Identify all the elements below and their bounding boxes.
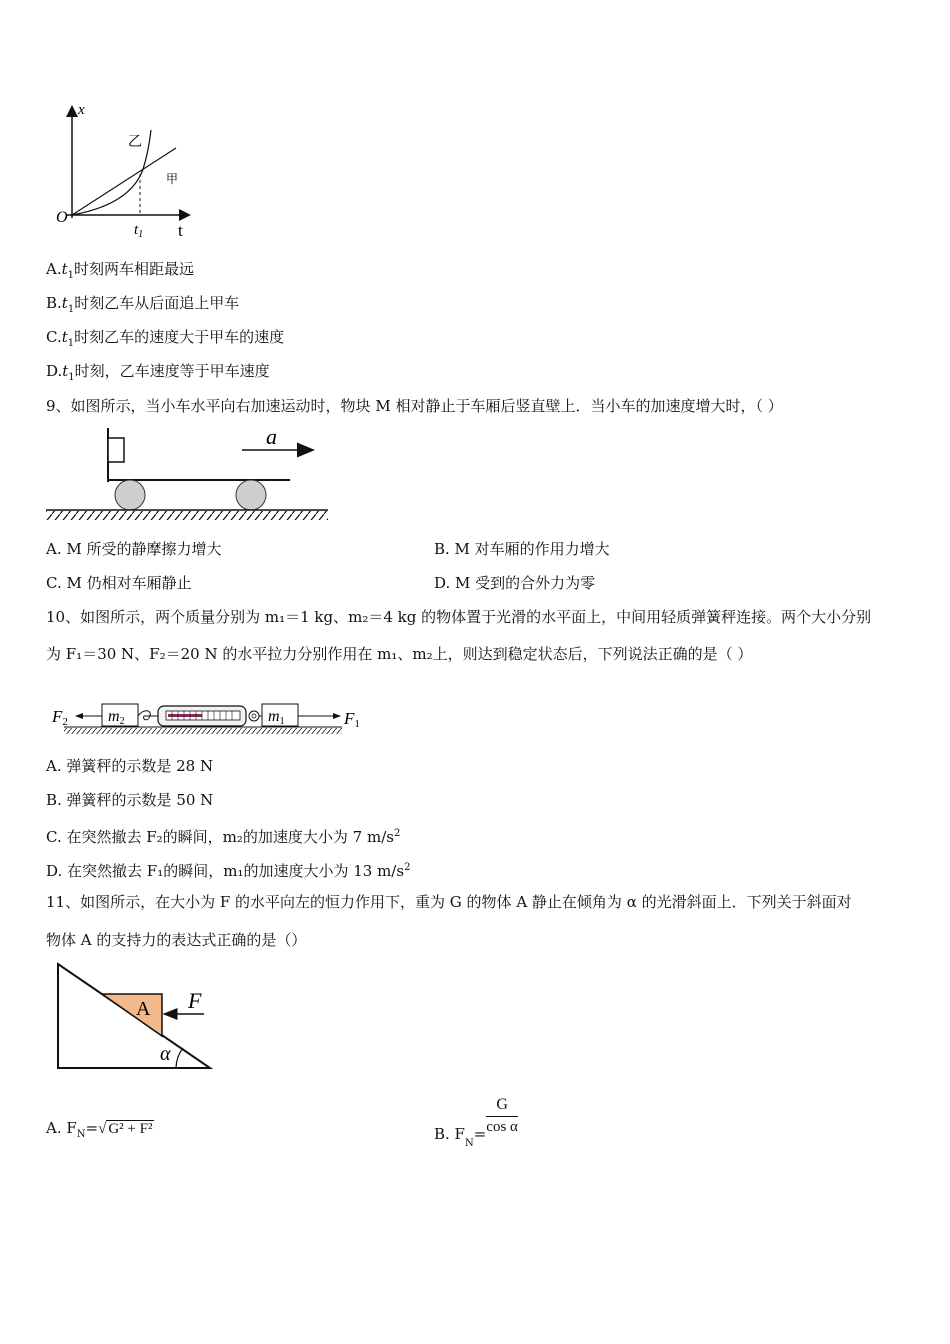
curve-yi-label: 乙: [128, 135, 142, 150]
cart-figure: [44, 424, 334, 524]
q8-option-d[interactable]: $D.t_1$时刻，乙车速度等于甲车速度: [46, 362, 270, 383]
q9-option-b[interactable]: B. M 对车厢的作用力增大: [434, 540, 610, 558]
q8-option-a[interactable]: $A.t_1$时刻两车相距最远: [46, 260, 195, 281]
ring-right-inner: [252, 714, 256, 718]
force-f-label: F: [188, 988, 202, 1013]
q11-stem-line2: 物体 A 的支持力的表达式正确的是（）: [46, 931, 307, 949]
block-a-label: A: [136, 998, 151, 1020]
m2-label: m2: [108, 708, 125, 727]
q10-stem-line1: 10、如图所示，两个质量分别为 m₁＝1 kg、m₂＝4 kg 的物体置于光滑的水平面上，中间用轻质弹簧秤连接。两个大小分别: [46, 608, 872, 626]
q9-option-a[interactable]: A. M 所受的静摩擦力增大: [46, 540, 222, 558]
x-axis-label: t: [178, 221, 183, 240]
q11-stem-line1: 11、如图所示，在大小为 F 的水平向左的恒力作用下，重为 G 的物体 A 静止在倾角为 α 的光滑斜面上．下列关于斜面对: [46, 893, 852, 911]
ground-hatch: [46, 511, 328, 520]
sqrt-expression: √ G² + F²: [98, 1121, 153, 1137]
line-jia-label: 甲: [166, 172, 179, 186]
q9-option-c[interactable]: C. M 仍相对车厢静止: [46, 574, 192, 592]
block-m: [108, 438, 124, 462]
xt-graph-figure: [48, 100, 198, 240]
q10-option-b[interactable]: B. 弹簧秤的示数是 50 N: [46, 791, 214, 809]
cart-wheel-left: [115, 480, 145, 510]
fraction: $\frac{G}{\text{cos α}}$: [486, 1096, 518, 1135]
f2-label: F2: [52, 707, 68, 728]
y-axis-label: x: [78, 102, 85, 118]
cart-wheel-right: [236, 480, 266, 510]
q8-option-c[interactable]: $C.t_1$时刻乙车的速度大于甲车的速度: [46, 328, 285, 349]
surface-hatch: [64, 728, 342, 734]
hook-left: [138, 711, 158, 720]
acceleration-label: a: [266, 424, 277, 449]
line-jia: [72, 148, 179, 215]
q11-option-b[interactable]: B. $F_N=$ $\frac{G}{\text{cos α}}$: [434, 1096, 518, 1149]
t1-label: $t_1$: [134, 222, 144, 240]
f1-label: F1: [344, 709, 360, 730]
incline-figure: [52, 960, 222, 1075]
q10-option-c[interactable]: C. 在突然撤去 F₂的瞬间，m₂的加速度大小为 7 $m/s^2$: [46, 828, 401, 846]
q10-option-d[interactable]: D. 在突然撤去 F₁的瞬间，m₁的加速度大小为 13 $m/s^2$: [46, 862, 411, 880]
q8-option-b[interactable]: $B.t_1$时刻乙车从后面追上甲车: [46, 294, 240, 315]
q9-option-d[interactable]: D. M 受到的合外力为零: [434, 574, 596, 592]
origin-label: O: [56, 209, 68, 226]
m1-label: m1: [268, 708, 285, 727]
spring-scale-figure: [50, 700, 370, 740]
q9-stem: 9、如图所示，当小车水平向右加速运动时，物块 M 相对静止于车厢后竖直壁上．当小车的加速度增大时，（ ）: [46, 397, 783, 415]
q10-option-a[interactable]: A. 弹簧秤的示数是 28 N: [46, 757, 214, 775]
angle-label: α: [160, 1043, 171, 1065]
q10-stem-line2: 为 F₁＝30 N、F₂＝20 N 的水平拉力分别作用在 m₁、m₂上，则达到稳定状态后，下列说法正确的是（ ）: [46, 645, 753, 663]
q11-option-a[interactable]: A. $F_N=√$ G² + F²: [46, 1114, 154, 1149]
